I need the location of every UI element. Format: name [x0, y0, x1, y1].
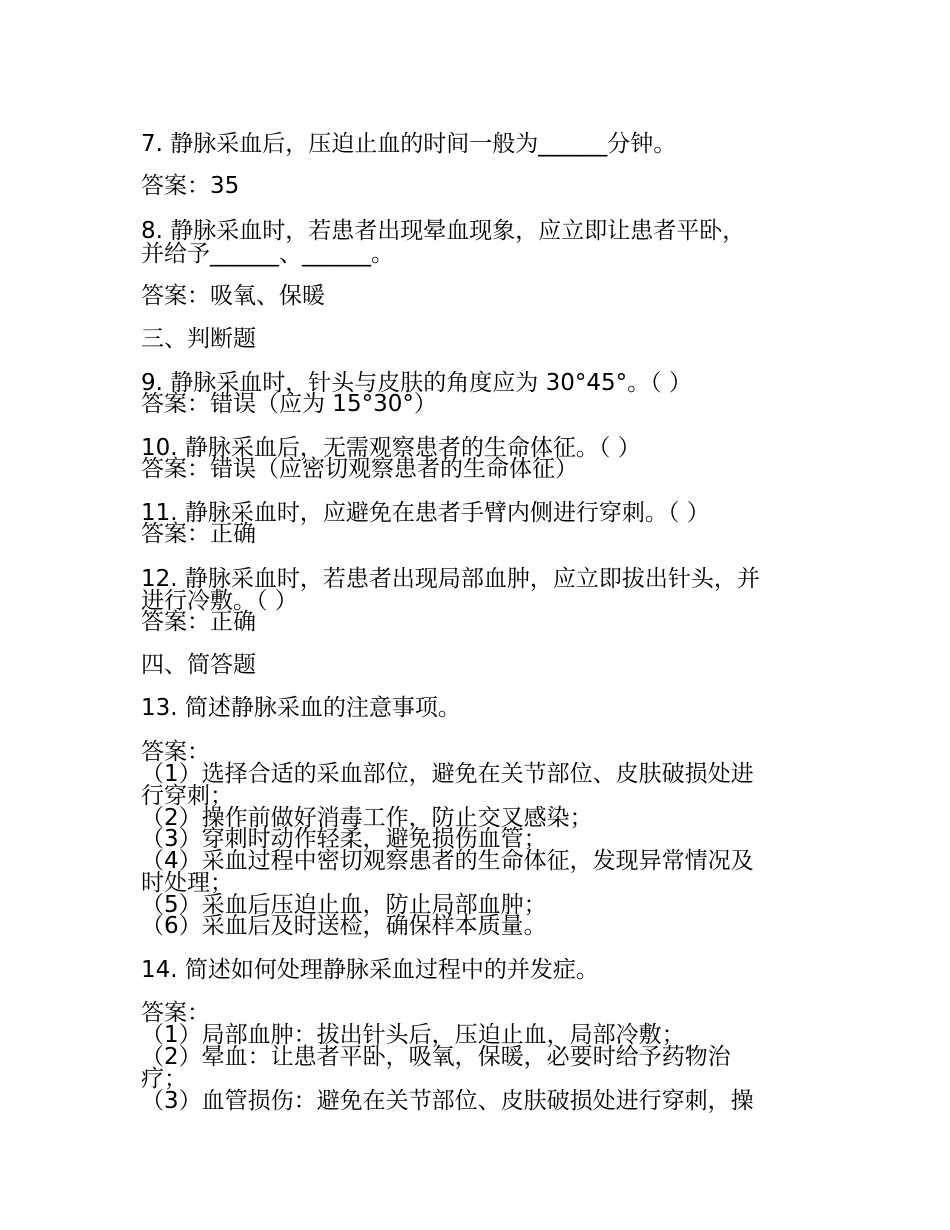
question-14: 14. 简述如何处理静脉采血过程中的并发症。 — [141, 957, 599, 983]
answer-14-item-2: （2）晕血：让患者平卧，吸氧，保暖，必要时给予药物治 — [141, 1044, 731, 1070]
answer-13-item-2: （2）操作前做好消毒工作，防止交叉感染； — [141, 805, 593, 831]
answer-8: 答案：吸氧、保暖 — [141, 283, 325, 309]
answer-13-item-3: （3）穿刺时动作轻柔，避免损伤血管； — [141, 826, 547, 852]
question-11: 11. 静脉采血时，应避免在患者手臂内侧进行穿刺。（ ） — [141, 500, 710, 526]
question-10: 10. 静脉采血后，无需观察患者的生命体征。（ ） — [141, 435, 641, 461]
answer-13-item-1: （1）选择合适的采血部位，避免在关节部位、皮肤破损处进 — [141, 761, 754, 787]
answer-13-item-1-cont: 行穿刺； — [141, 783, 233, 809]
question-7: 7. 静脉采血后，压迫止血的时间一般为______分钟。 — [141, 131, 677, 157]
answer-11: 答案：正确 — [141, 521, 256, 547]
answer-14-item-3: （3）血管损伤：避免在关节部位、皮肤破损处进行穿刺，操 — [141, 1088, 754, 1114]
answer-9: 答案：错误（应为 15°30°） — [141, 391, 437, 417]
answer-13-item-5: （5）采血后压迫止血，防止局部血肿； — [141, 892, 547, 918]
question-12-line-1: 12. 静脉采血时，若患者出现局部血肿，应立即拔出针头，并 — [141, 566, 760, 592]
answer-13-item-4: （4）采血过程中密切观察患者的生命体征，发现异常情况及 — [141, 848, 754, 874]
answer-14-item-2-cont: 疗； — [141, 1066, 187, 1092]
section-heading-true-false: 三、判断题 — [141, 326, 256, 352]
question-13: 13. 简述静脉采血的注意事项。 — [141, 695, 461, 721]
question-9: 9. 静脉采血时，针头与皮肤的角度应为 30°45°。（ ） — [141, 370, 692, 396]
answer-14-label: 答案： — [141, 1000, 210, 1026]
answer-13-label: 答案： — [141, 739, 210, 765]
question-12-line-2: 进行冷敷。（ ） — [141, 588, 298, 614]
section-heading-short-answer: 四、简答题 — [141, 652, 256, 678]
answer-13-item-4-cont: 时处理； — [141, 870, 233, 896]
answer-12: 答案：正确 — [141, 609, 256, 635]
answer-10: 答案：错误（应密切观察患者的生命体征） — [141, 456, 578, 482]
question-8-line-1: 8. 静脉采血时，若患者出现晕血现象，应立即让患者平卧， — [141, 218, 746, 244]
question-8-line-2: 并给予______、______。 — [141, 241, 394, 267]
answer-7: 答案：35 — [141, 173, 240, 199]
answer-14-item-1: （1）局部血肿：拔出针头后，压迫止血，局部冷敷； — [141, 1022, 685, 1048]
answer-13-item-6: （6）采血后及时送检，确保样本质量。 — [141, 913, 547, 939]
